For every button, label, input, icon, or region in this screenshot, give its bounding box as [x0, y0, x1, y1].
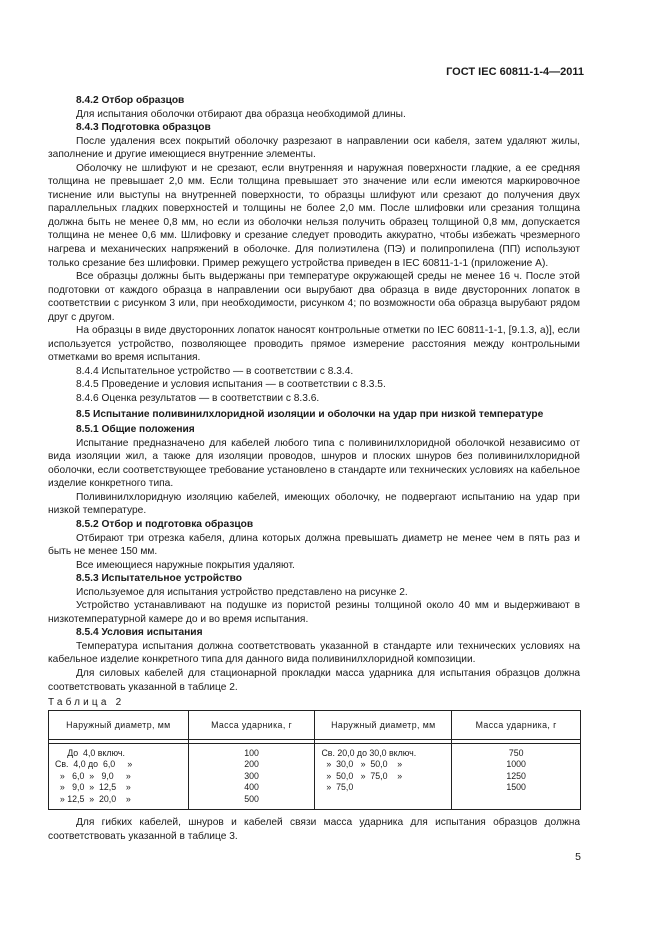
clause-8-4-6: 8.4.6 Оценка результатов — в соответствии с 8.3.6.: [76, 393, 320, 405]
diameter-value: » 50,0 » 75,0 »: [321, 770, 403, 781]
paragraph: Отбирают три отрезка кабеля, длина которых должна превышать диаметр не менее чем в пять раз и быть не менее 150 мм.: [48, 532, 580, 558]
diameter-value: Св. 4,0 до 6,0 »: [55, 759, 133, 770]
paragraph: Для силовых кабелей для стационарной прокладки масса ударника для испытания образцов должна соответствовать указанной в таблице 2.: [48, 667, 580, 693]
diameter-value: » 9,0 » 12,5 »: [55, 782, 131, 793]
diameter-value: » 30,0 » 50,0 »: [321, 759, 403, 770]
column-header: Масса ударника, г: [188, 711, 315, 740]
diameter-cell: [315, 744, 452, 810]
paragraph: Для испытания оболочки отбирают два образца необходимой длины.: [76, 108, 406, 120]
section-8-5-title: 8.5 Испытание поливинилхлоридной изоляции и оболочки на удар при низкой температуре: [76, 408, 544, 420]
diameter-value: » 75,0: [321, 782, 354, 793]
paragraph: Используемое для испытания устройство представлено на рисунке 2.: [76, 586, 408, 598]
diameter-value: » 12,5 » 20,0 »: [55, 793, 131, 804]
paragraph: Испытание предназначено для кабелей любого типа с поливинилхлоридной оболочкой независимо от вида изоляции жил, а также для изоляции проводов, шнуров и плоских шнуров без поливинилхлоридной оболочки, если соответствующее требование установлено в стандарте или технических условиях на кабельное изделие конкретного типа.: [48, 437, 580, 490]
diameter-value: До 4,0 включ.: [55, 748, 125, 758]
clause-8-4-4: 8.4.4 Испытательное устройство — в соответствии с 8.3.4.: [76, 365, 354, 377]
mass-cell: [452, 744, 581, 810]
page-number: 5: [575, 851, 581, 863]
mass-value: 300: [244, 770, 259, 781]
table-header-row: [49, 711, 581, 740]
mass-value: 200: [244, 759, 259, 770]
paragraph: Температура испытания должна соответствовать указанной в стандарте или технических условиях на кабельное изделие конкретного типа для данного вида поливинилхлоридной композиции.: [48, 640, 580, 666]
paragraph: На образцы в виде двусторонних лопаток наносят контрольные отметки по IEC 60811-1-1, [9.1.3, а)], если используется устройство, позволяющее проводить прямое измерение расстояния между контрольными отметками во время испытания.: [48, 325, 580, 364]
paragraph: Все образцы должны быть выдержаны при температуре окружающей среды не менее 16 ч. После этой подготовки от каждого образца в направлении оси вырубают два образца в виде двусторонних лопаток в соответствии с рисунком 3 или, при необходимости, рисунком 4; по возможности оба образца вырубают рядом друг с другом.: [48, 271, 580, 323]
heading-8-5-1: 8.5.1 Общие положения: [76, 424, 195, 436]
diameter-value: Св. 20,0 до 30,0 включ.: [321, 748, 417, 758]
table-caption: Таблица 2: [48, 697, 125, 708]
column-header: Масса ударника, г: [452, 711, 581, 740]
heading-8-5-2: 8.5.2 Отбор и подготовка образцов: [76, 518, 254, 530]
document-body: [48, 94, 580, 694]
column-header: Наружный диаметр, мм: [49, 711, 189, 740]
mass-value: 100: [244, 748, 259, 758]
diameter-cell: [49, 744, 189, 810]
clause-8-4-5: 8.4.5 Проведение и условия испытания — в соответствии с 8.3.5.: [76, 379, 386, 391]
standard-header: ГОСТ IEC 60811-1-4—2011: [446, 66, 584, 78]
table-2: [48, 710, 581, 810]
paragraph: Поливинилхлоридную изоляцию кабелей, имеющих оболочку, не подвергают испытанию на удар при низкой температуре.: [48, 491, 580, 517]
heading-8-4-2: 8.4.2 Отбор образцов: [76, 95, 185, 106]
mass-value: 750: [508, 748, 524, 758]
mass-value: 400: [244, 782, 259, 793]
mass-cell: [188, 744, 315, 810]
paragraph: После удаления всех покрытий оболочку разрезают в направлении оси кабеля, затем удаляют жилы, заполнение и другие имеющиеся внутренние элементы.: [48, 135, 580, 161]
heading-8-4-3: 8.4.3 Подготовка образцов: [76, 122, 211, 134]
mass-value: 1250: [506, 770, 526, 781]
mass-value: 1500: [506, 782, 526, 793]
heading-8-5-3: 8.5.3 Испытательное устройство: [76, 573, 243, 585]
column-header: Наружный диаметр, мм: [315, 711, 452, 740]
mass-value: 500: [244, 793, 259, 804]
paragraph: Устройство устанавливают на подушке из пористой резины толщиной около 40 мм и выдерживают в низкотемпературной камере до и во время испытания.: [48, 600, 580, 625]
mass-value: 1000: [506, 759, 526, 770]
paragraph: Все имеющиеся наружные покрытия удаляют.: [76, 559, 295, 571]
diameter-value: » 6,0 » 9,0 »: [55, 770, 131, 781]
document-body-after-table: [48, 816, 580, 843]
paragraph: Оболочку не шлифуют и не срезают, если внутренняя и наружная поверхности гладкие, а ее средняя толщина не превышает 2,0 мм. Если толщина превышает это значение или если имеются маркировочное тиснение или выступы на внутренней поверхности, то образцы шлифуют или срезают до получения двух параллельных гладких поверхностей и толщины не более 2,0 мм. После шлифовки или срезания толщина должна быть не менее 0,8 мм, но если из оболочки нельзя получить образец толщиной 0,8 мм, допускается толщина не менее 0,6 мм. Шлифовку и срезание следует проводить аккуратно, чтобы избежать чрезмерного нагрева и механических напряжений в оболочке. Для полиэтилена (ПЭ) и полипропилена (ПП) используют только срезание без шлифовки. Пример режущего устройства приведен в IEC 60811-1-1 (приложение А).: [48, 162, 580, 269]
table-row: [49, 744, 581, 810]
paragraph: Для гибких кабелей, шнуров и кабелей связи масса ударника для испытания образцов должна соответствовать указанной в таблице 3.: [48, 817, 580, 842]
heading-8-5-4: 8.5.4 Условия испытания: [76, 627, 203, 639]
